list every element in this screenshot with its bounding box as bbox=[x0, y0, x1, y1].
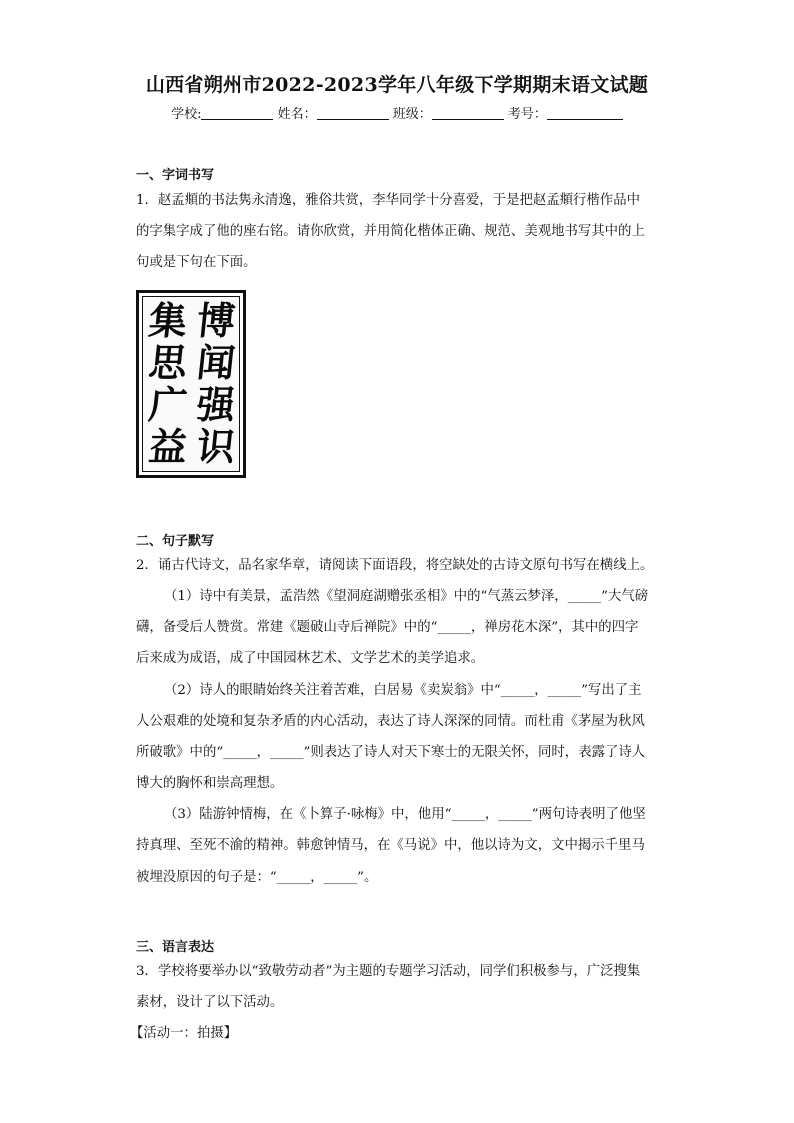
number-blank[interactable] bbox=[547, 106, 623, 120]
student-info-line bbox=[0, 103, 794, 122]
question-2-part2-line-3: 所破歌》中的“_____，_____”则表达了诗人对天下寒士的无限关怀，同时，表露了诗人 bbox=[136, 745, 646, 760]
calligraphy-image bbox=[136, 290, 246, 478]
calligraphy-char: 博 bbox=[194, 298, 238, 343]
question-2-part1-line-3: 后来成为成语，成了中国园林艺术、文学艺术的美学追求。 bbox=[136, 651, 485, 666]
question-2-part1-line-2: 礴，备受后人赞赏。常建《题破山寺后禅院》中的“_____，禅房花木深”，其中的四字 bbox=[136, 620, 639, 635]
section-heading-2: 二、句子默写 bbox=[136, 534, 215, 549]
school-blank[interactable] bbox=[201, 106, 273, 120]
calligraphy-char: 识 bbox=[194, 424, 238, 469]
calligraphy-char: 集 bbox=[146, 298, 190, 343]
class-label: 班级： bbox=[392, 107, 432, 122]
number-label: 考号： bbox=[507, 107, 547, 122]
question-2-part2-line-4: 博大的胸怀和崇高理想。 bbox=[136, 776, 284, 791]
question-2-part3-line-3: 被埋没原因的句子是：“_____，_____”。 bbox=[136, 870, 378, 885]
question-2-part3-line-1: （3）陆游钟情梅，在《卜算子·咏梅》中，他用“_____，_____”两句诗表明了他坚 bbox=[164, 807, 646, 822]
calligraphy-left-column bbox=[146, 300, 190, 468]
question-1-line-3: 句或是下句在下面。 bbox=[136, 255, 257, 270]
school-label: 学校: bbox=[171, 107, 202, 122]
question-3-line-2: 素材，设计了以下活动。 bbox=[136, 995, 284, 1010]
question-3-line-1: 3．学校将要举办以“致敬劳动者”为主题的专题学习活动，同学们积极参与，广泛搜集 bbox=[136, 964, 641, 979]
question-1-line-1: 1．赵孟頫的书法隽永清逸，雅俗共赏，李华同学十分喜爱，于是把赵孟頫行楷作品中 bbox=[136, 193, 640, 208]
section-heading-3: 三、语言表达 bbox=[136, 940, 215, 955]
class-blank[interactable] bbox=[432, 106, 504, 120]
name-label: 姓名： bbox=[277, 107, 317, 122]
question-2-part2-line-1: （2）诗人的眼睛始终关注着苦难，白居易《卖炭翁》中“_____，_____”写出了主 bbox=[164, 683, 642, 698]
page-title: 山西省朔州市2022-2023学年八年级下学期期末语文试题 bbox=[145, 74, 649, 96]
calligraphy-right-column bbox=[194, 300, 238, 468]
question-2-intro: 2．诵古代诗文，品名家华章，请阅读下面语段，将空缺处的古诗文原句书写在横线上。 bbox=[136, 558, 654, 573]
question-1-line-2: 的字集字成了他的座右铭。请你欣赏，并用简化楷体正确、规范、美观地书写其中的上 bbox=[136, 224, 645, 239]
question-2-part3-line-2: 持真理、至死不渝的精神。韩愈钟情马，在《马说》中，他以诗为文，文中揭示千里马 bbox=[136, 838, 645, 853]
question-2-part1-line-1: （1）诗中有美景，孟浩然《望洞庭湖赠张丞相》中的“气蒸云梦泽，_____”大气磅 bbox=[164, 589, 649, 604]
calligraphy-char: 强 bbox=[194, 382, 238, 427]
name-blank[interactable] bbox=[317, 106, 389, 120]
question-2-part2-line-2: 人公艰难的处境和复杂矛盾的内心活动，表达了诗人深深的同情。而杜甫《茅屋为秋风 bbox=[136, 714, 645, 729]
section-heading-1: 一、字词书写 bbox=[136, 168, 215, 183]
activity-1-heading: 【活动一：拍摄】 bbox=[130, 1026, 238, 1041]
calligraphy-char: 思 bbox=[146, 340, 190, 385]
calligraphy-char: 益 bbox=[146, 424, 190, 469]
calligraphy-char: 闻 bbox=[194, 340, 238, 385]
calligraphy-char: 广 bbox=[146, 382, 190, 427]
